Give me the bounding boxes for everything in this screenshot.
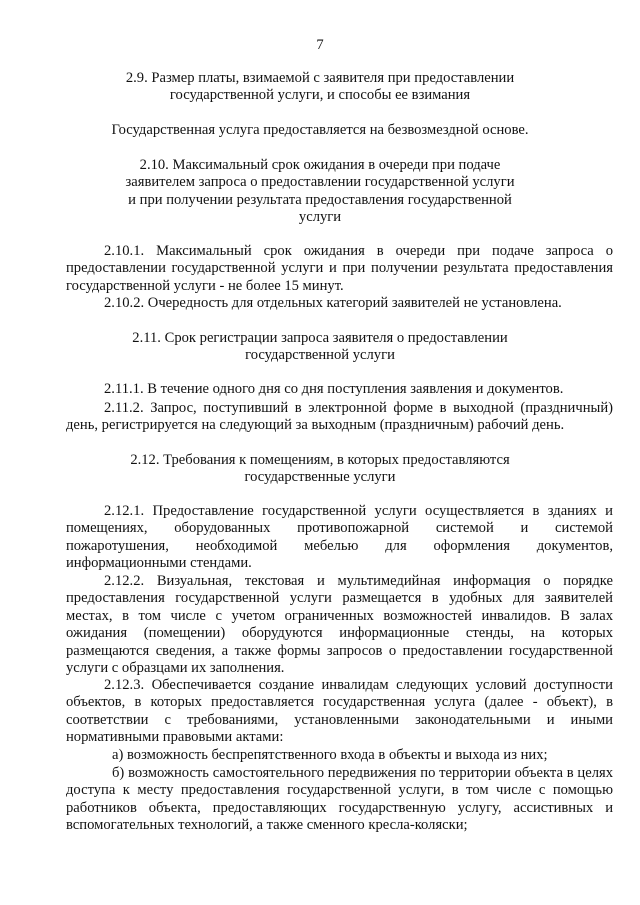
section-2-12-heading: 2.12. Требования к помещениям, в которых предоставляются государственные услуги <box>130 452 510 486</box>
paragraph-2-12-1: 2.12.1. Предоставление государственной услуги осуществляется в зданиях и помещениях, оборудованных противопожарной системой и системой пожаротушения, необходимой мебелью для оформления документов, информационными стендами. <box>66 503 613 572</box>
paragraph-2-12-3: 2.12.3. Обеспечивается создание инвалидам следующих условий доступности объектов, в которых предоставляется государственная услуга (далее - объект), в соответствии с требованиями, установленными законодательными и иными нормативными правовыми актами: <box>66 677 613 746</box>
paragraph-2-10-2: 2.10.2. Очередность для отдельных категорий заявителей не установлена. <box>104 295 562 311</box>
paragraph-2-11-1: 2.11.1. В течение одного дня со дня поступления заявления и документов. <box>104 381 564 397</box>
paragraph-2-11-2: 2.11.2. Запрос, поступивший в электронной форме в выходной (праздничный) день, регистрируется на следующий за выходным (праздничным) рабочий день. <box>66 400 613 434</box>
paragraph-2-10-1: 2.10.1. Максимальный срок ожидания в очереди при подаче запроса о предоставлении государственной услуги и при получении результата предоставления государственной услуги - не более 15 минут. <box>66 243 613 294</box>
paragraph-2-12-2: 2.12.2. Визуальная, текстовая и мультимедийная информация о порядке предоставления государственной услуги размещается в удобных для заявителей местах, в том числе с учетом ограниченных возможностей инвалидов. В залах ожидания (помещении) оборудуются информационные стенды, на которых размещаются сведения, а также формы запросов о предоставлении государственной услуги с образцами их заполнения. <box>66 573 613 677</box>
section-2-9-heading: 2.9. Размер платы, взимаемой с заявителя при предоставлении государственной услуги, и способы ее взимания <box>125 70 515 104</box>
list-item-b: б) возможность самостоятельного передвижения по территории объекта в целях доступа к месту предоставления государственной услуги, в том числе с помощью работников объекта, предоставляющих государственную услугу, ассистивных и вспомогательных технологий, а также сменного кресла-коляски; <box>66 765 613 834</box>
section-2-10-heading: 2.10. Максимальный срок ожидания в очереди при подаче заявителем запроса о предоставлении государственной услуги и при получении результата предоставления государственной услуги <box>125 157 515 226</box>
page-number: 7 <box>316 37 324 53</box>
list-item-a: а) возможность беспрепятственного входа в объекты и выхода из них; <box>112 747 548 763</box>
section-2-9-text: Государственная услуга предоставляется на безвозмездной основе. <box>111 122 529 138</box>
section-2-11-heading: 2.11. Срок регистрации запроса заявителя о предоставлении государственной услуги <box>132 330 508 364</box>
